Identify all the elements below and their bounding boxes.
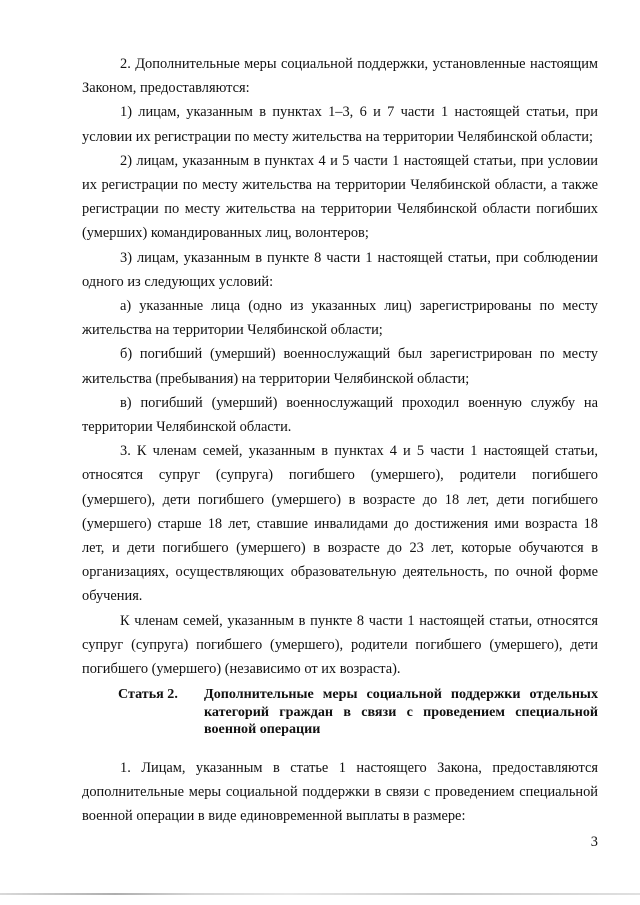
paragraph-2-item-1: 1) лицам, указанным в пунктах 1–3, 6 и 7 части 1 настоящей статьи, при условии их регистрации по месту жительства на территории Челябинской области; — [82, 104, 598, 145]
paragraph-2-item-3c: в) погибший (умерший) военнослужащий проходил военную службу на территории Челябинской области. — [82, 394, 598, 436]
paragraph-2-item-3a: а) указанные лица (одно из указанных лиц) зарегистрированы по месту жительства на территории Челябинской области; — [82, 298, 598, 339]
article-heading — [118, 686, 598, 739]
body-text — [82, 52, 598, 681]
paragraph-3: 3. К членам семей, указанным в пунктах 4 и 5 части 1 настоящей статьи, относятся супруг (супруга) погибшего (умершего), родители погибшего (умершего), дети погибшего (умершего) в возрасте до 18 лет, дети погибшего (умершего) старше 18 лет, ставшие инвалидами до достижения ими возраста 18 лет, и дети погибшего (умершего) в возрасте до 23 лет, которые обучаются в организациях, осуществляющих образовательную деятельность, по очной форме обучения. — [82, 443, 598, 605]
article-number: Статья 2. — [118, 686, 178, 702]
page-number: 3 — [590, 834, 598, 850]
paragraph-2: 2. Дополнительные меры социальной поддержки, установленные настоящим Законом, предоставляются: — [82, 56, 598, 97]
paragraph-3-continued: К членам семей, указанным в пункте 8 части 1 настоящей статьи, относятся супруг (супруга) погибшего (умершего), родители погибшего (умершего), дети погибшего (умершего) (независимо от их возраста). — [82, 612, 598, 678]
paragraph-2-item-2: 2) лицам, указанным в пунктах 4 и 5 части 1 настоящей статьи, при условии их регистрации по месту жительства на территории Челябинской области, а также регистрации по месту жительства на территории Челябинской области погибших (умерших) командированных лиц, волонтеров; — [82, 152, 598, 242]
paragraph-2-item-3b: б) погибший (умерший) военнослужащий был зарегистрирован по месту жительства (пребывания) на территории Челябинской области; — [82, 346, 598, 387]
article-2-paragraph-1: 1. Лицам, указанным в статье 1 настоящего Закона, предоставляются дополнительные меры социальной поддержки в связи с проведением специальной военной операции в виде единовременной выплаты в размере: — [82, 760, 598, 825]
paragraph-2-item-3: 3) лицам, указанным в пункте 8 части 1 настоящей статьи, при соблюдении одного из следующих условий: — [82, 249, 598, 290]
scan-artifact-line — [0, 893, 640, 895]
article-title: Дополнительные меры социальной поддержки отдельных категорий граждан в связи с проведением специальной военной операции — [204, 686, 598, 737]
article-body-text — [82, 756, 598, 829]
